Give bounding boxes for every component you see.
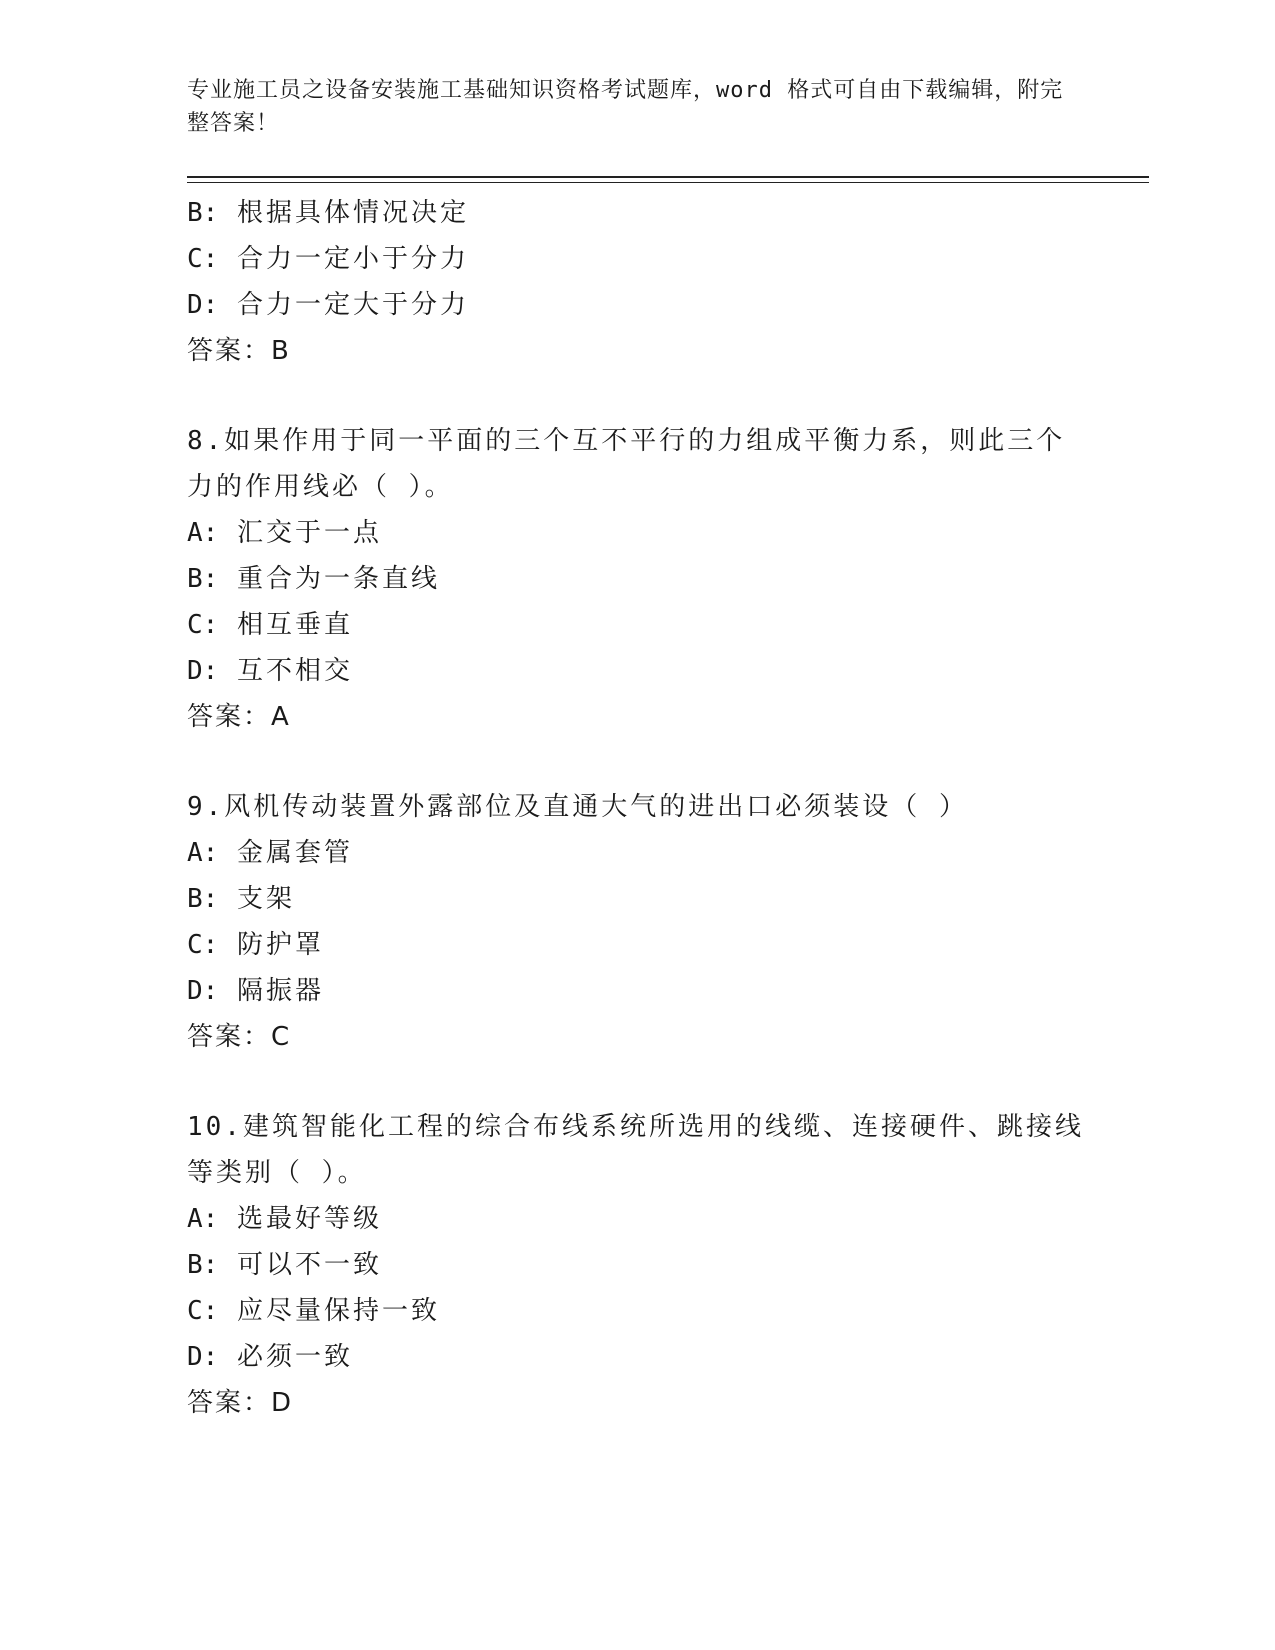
option-d: D: 合力一定大于分力 [187,290,469,320]
header-divider-thin [187,182,1149,183]
option-d: D: 隔振器 [187,976,324,1006]
question-list [187,190,1087,1470]
option-a: A: 金属套管 [187,838,353,868]
question-stem: 8.如果作用于同一平面的三个互不平行的力组成平衡力系，则此三个力的作用线必（ ）。 [187,426,1066,502]
question-stem: 10.建筑智能化工程的综合布线系统所选用的线缆、连接硬件、跳接线等类别（ ）。 [187,1112,1084,1188]
question-stem: 9.风机传动装置外露部位及直通大气的进出口必须装设（ ） [187,792,968,822]
option-a: A: 选最好等级 [187,1204,382,1234]
option-c: C: 相互垂直 [187,610,353,640]
option-d: D: 互不相交 [187,656,353,686]
answer-line: 答案：D [187,1388,294,1418]
question-9 [187,784,1087,1060]
question-8 [187,418,1087,740]
document-header: 专业施工员之设备安装施工基础知识资格考试题库，word 格式可自由下载编辑，附完整答案！ [187,78,1064,136]
option-b: B: 根据具体情况决定 [187,198,469,228]
answer-line: 答案：C [187,1022,292,1052]
option-b: B: 可以不一致 [187,1250,382,1280]
question-10 [187,1104,1087,1426]
answer-line: 答案：B [187,336,291,366]
option-c: C: 防护罩 [187,930,324,960]
question-fragment [187,190,1087,374]
option-d: D: 必须一致 [187,1342,353,1372]
option-b: B: 重合为一条直线 [187,564,440,594]
option-c: C: 应尽量保持一致 [187,1296,440,1326]
option-b: B: 支架 [187,884,295,914]
option-a: A: 汇交于一点 [187,518,382,548]
answer-line: 答案：A [187,702,291,732]
option-c: C: 合力一定小于分力 [187,244,469,274]
header-divider [187,176,1149,178]
